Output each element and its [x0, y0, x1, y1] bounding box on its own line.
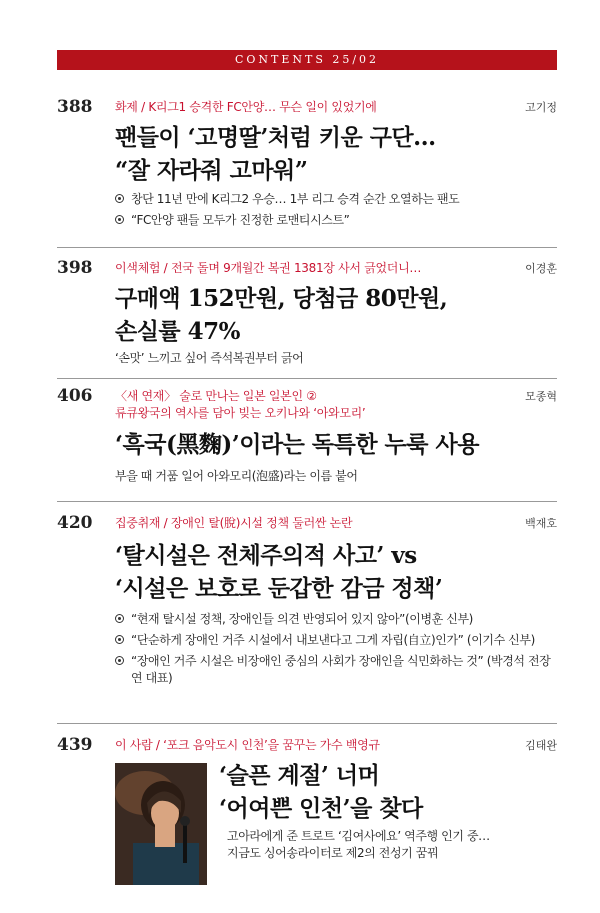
author: 고기정: [525, 101, 557, 114]
page-number: 420: [57, 513, 93, 533]
target-bullet-icon: [115, 635, 124, 644]
list-item: “장애인 거주 시설은 비장애인 중심의 사회가 장애인을 식민화하는 것” (박경석 전장연 대표): [115, 653, 555, 687]
page-number: 406: [57, 386, 93, 406]
bullet-list: [115, 611, 555, 691]
kicker: 〈새 연재〉 술로 만나는 일본 일본인 ② 류큐왕국의 역사를 담아 빚는 오키나와 ‘아와모리’: [115, 389, 366, 420]
divider: [57, 723, 557, 724]
headline: ‘탈시설은 전체주의적 사고’ vs ‘시설은 보호로 둔갑한 감금 정책’: [115, 542, 443, 602]
subtitle: ‘손맛’ 느끼고 싶어 즉석복권부터 긁어: [115, 351, 304, 365]
headline: ‘흑국(黑麴)’이라는 독특한 누룩 사용: [115, 431, 479, 458]
list-item: 창단 11년 만에 K리그2 우승… 1부 리그 승격 순간 오열하는 팬도: [115, 191, 459, 208]
target-bullet-icon: [115, 215, 124, 224]
headline: 구매액 152만원, 당첨금 80만원, 손실률 47%: [115, 285, 448, 345]
author: 백재호: [525, 517, 557, 530]
list-item: “현재 탈시설 정책, 장애인들 의견 반영되어 있지 않아”(이병훈 신부): [115, 611, 555, 628]
bullet-list: [115, 191, 459, 233]
page-number: 439: [57, 735, 93, 755]
kicker: 이 사람 / ‘포크 음악도시 인천’을 꿈꾸는 가수 백영규: [115, 738, 380, 752]
contents-entry-388[interactable]: [57, 97, 557, 237]
contents-entry-406[interactable]: [57, 386, 557, 496]
list-item: “FC안양 팬들 모두가 진정한 로맨티시스트”: [115, 212, 459, 229]
subtitle: 부을 때 거품 일어 아와모리(泡盛)라는 이름 붙어: [115, 469, 358, 483]
author: 모종혁: [525, 390, 557, 403]
contents-entry-439[interactable]: [57, 735, 557, 895]
divider: [57, 501, 557, 502]
kicker: 이색체험 / 전국 돌며 9개월간 복권 1381장 사서 긁었더니…: [115, 261, 422, 275]
divider: [57, 378, 557, 379]
portrait-illustration: [115, 763, 207, 885]
page-number: 398: [57, 258, 93, 278]
author: 이경훈: [525, 262, 557, 275]
author: 김태완: [525, 739, 557, 752]
kicker: 집중취재 / 장애인 탈(脫)시설 정책 둘러싼 논란: [115, 516, 353, 530]
page-number: 388: [57, 97, 93, 117]
headline: ‘슬픈 계절’ 너머 ‘어여쁜 인천’을 찾다: [219, 762, 423, 822]
contents-entry-398[interactable]: [57, 258, 557, 368]
kicker: 화제 / K리그1 승격한 FC안양… 무슨 일이 있었기에: [115, 100, 377, 114]
divider: [57, 247, 557, 248]
target-bullet-icon: [115, 194, 124, 203]
headline: 팬들이 ‘고명딸’처럼 키운 구단… “잘 자라줘 고마워”: [115, 124, 436, 184]
list-item: “단순하게 장애인 거주 시설에서 내보낸다고 그게 자립(自立)인가” (이기수 신부): [115, 632, 555, 649]
subtitle: 고아라에게 준 트로트 ‘김여사에요’ 역주행 인기 중… 지금도 싱어송라이터로 제2의 전성기 꿈꿔: [227, 829, 490, 860]
target-bullet-icon: [115, 656, 124, 665]
target-bullet-icon: [115, 614, 124, 623]
singer-portrait-photo: [115, 763, 207, 885]
contents-entry-420[interactable]: [57, 513, 557, 713]
contents-banner: CONTENTS 25/02: [57, 50, 557, 70]
